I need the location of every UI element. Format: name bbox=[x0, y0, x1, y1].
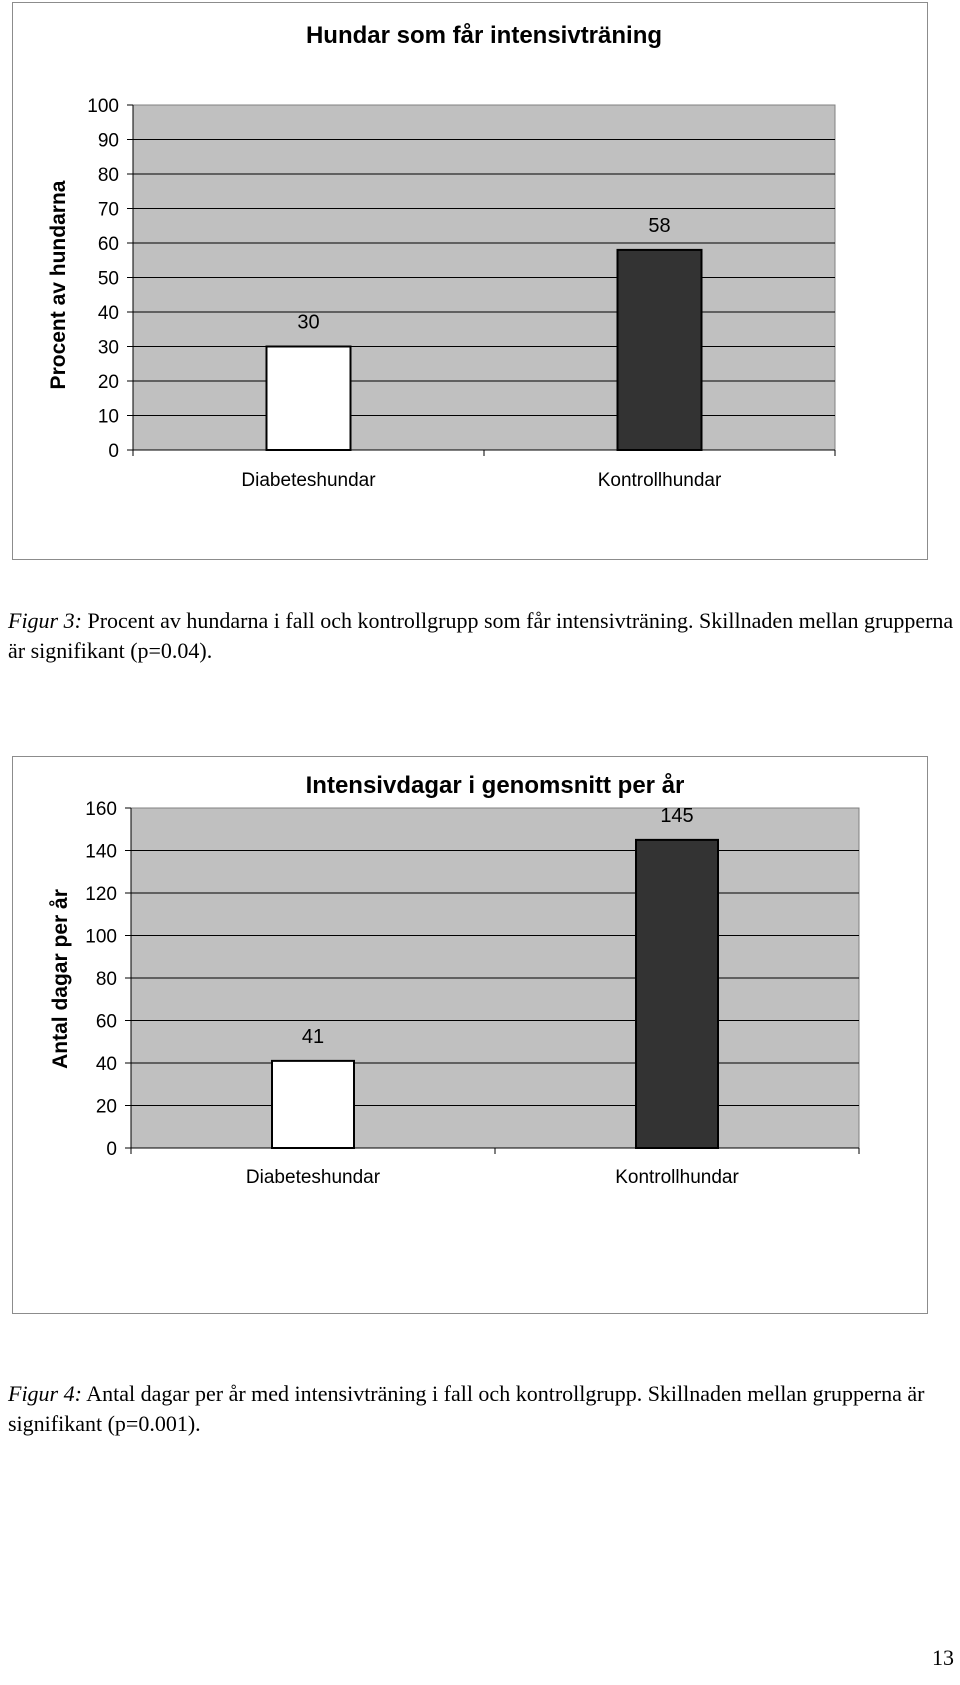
data-label: 30 bbox=[297, 311, 320, 334]
y-tick-label: 60 bbox=[95, 1011, 117, 1033]
y-tick-label: 140 bbox=[85, 841, 117, 863]
figure-4-label: Figur 4: bbox=[8, 1381, 82, 1406]
bar-diabeteshundar bbox=[272, 1061, 354, 1148]
y-tick-label: 70 bbox=[97, 199, 119, 221]
x-category-label: Diabeteshundar bbox=[241, 470, 376, 491]
y-tick-label: 60 bbox=[97, 234, 119, 255]
y-axis-label: Antal dagar per år bbox=[49, 889, 72, 1069]
figure-3-text: Procent av hundarna i fall och kontrollgrupp som får intensivträning. Skillnaden mellan grupperna är signifikant (p=0.04). bbox=[8, 608, 954, 663]
bar-diabeteshundar bbox=[267, 347, 351, 451]
y-tick-label: 50 bbox=[97, 268, 119, 290]
chart-percent-intensive-training bbox=[12, 2, 928, 560]
page-number: 13 bbox=[932, 1645, 954, 1670]
y-tick-label: 20 bbox=[95, 1096, 117, 1118]
data-label: 41 bbox=[301, 1025, 325, 1048]
y-tick-label: 160 bbox=[85, 799, 117, 820]
chart-title: Hundar som får intensivträning bbox=[305, 22, 663, 49]
data-label: 145 bbox=[660, 804, 694, 827]
y-tick-label: 0 bbox=[108, 441, 119, 462]
y-tick-label: 100 bbox=[85, 926, 117, 948]
y-tick-label: 120 bbox=[85, 884, 117, 905]
y-tick-label: 20 bbox=[97, 372, 119, 393]
y-tick-label: 80 bbox=[97, 165, 119, 186]
y-tick-label: 100 bbox=[87, 96, 119, 117]
chart-title: Intensivdagar i genomsnitt per år bbox=[305, 772, 685, 799]
y-tick-label: 40 bbox=[95, 1054, 117, 1075]
y-tick-label: 0 bbox=[106, 1139, 117, 1160]
figure-4-text: Antal dagar per år med intensivträning i fall och kontrollgrupp. Skillnaden mellan grupperna är signifikant (p=0.001). bbox=[8, 1381, 925, 1436]
chart-intensive-days-per-year bbox=[12, 756, 928, 1314]
bar-chart-1 bbox=[13, 3, 927, 559]
y-tick-label: 80 bbox=[95, 969, 117, 990]
figure-3-label: Figur 3: bbox=[8, 608, 82, 633]
x-category-label: Kontrollhundar bbox=[615, 1167, 739, 1188]
figure-4-caption bbox=[8, 1379, 956, 1439]
y-tick-label: 40 bbox=[97, 303, 119, 324]
bar-kontrollhundar bbox=[636, 840, 718, 1148]
bar-chart-2 bbox=[13, 757, 927, 1313]
bar-kontrollhundar bbox=[618, 250, 702, 450]
x-category-label: Diabeteshundar bbox=[245, 1167, 381, 1188]
y-tick-label: 30 bbox=[97, 337, 119, 359]
data-label: 58 bbox=[648, 214, 671, 237]
figure-3-caption bbox=[8, 606, 956, 666]
y-tick-label: 90 bbox=[97, 130, 119, 152]
x-category-label: Kontrollhundar bbox=[597, 470, 722, 491]
y-tick-label: 10 bbox=[97, 406, 119, 428]
y-axis-label: Procent av hundarna bbox=[47, 180, 70, 390]
